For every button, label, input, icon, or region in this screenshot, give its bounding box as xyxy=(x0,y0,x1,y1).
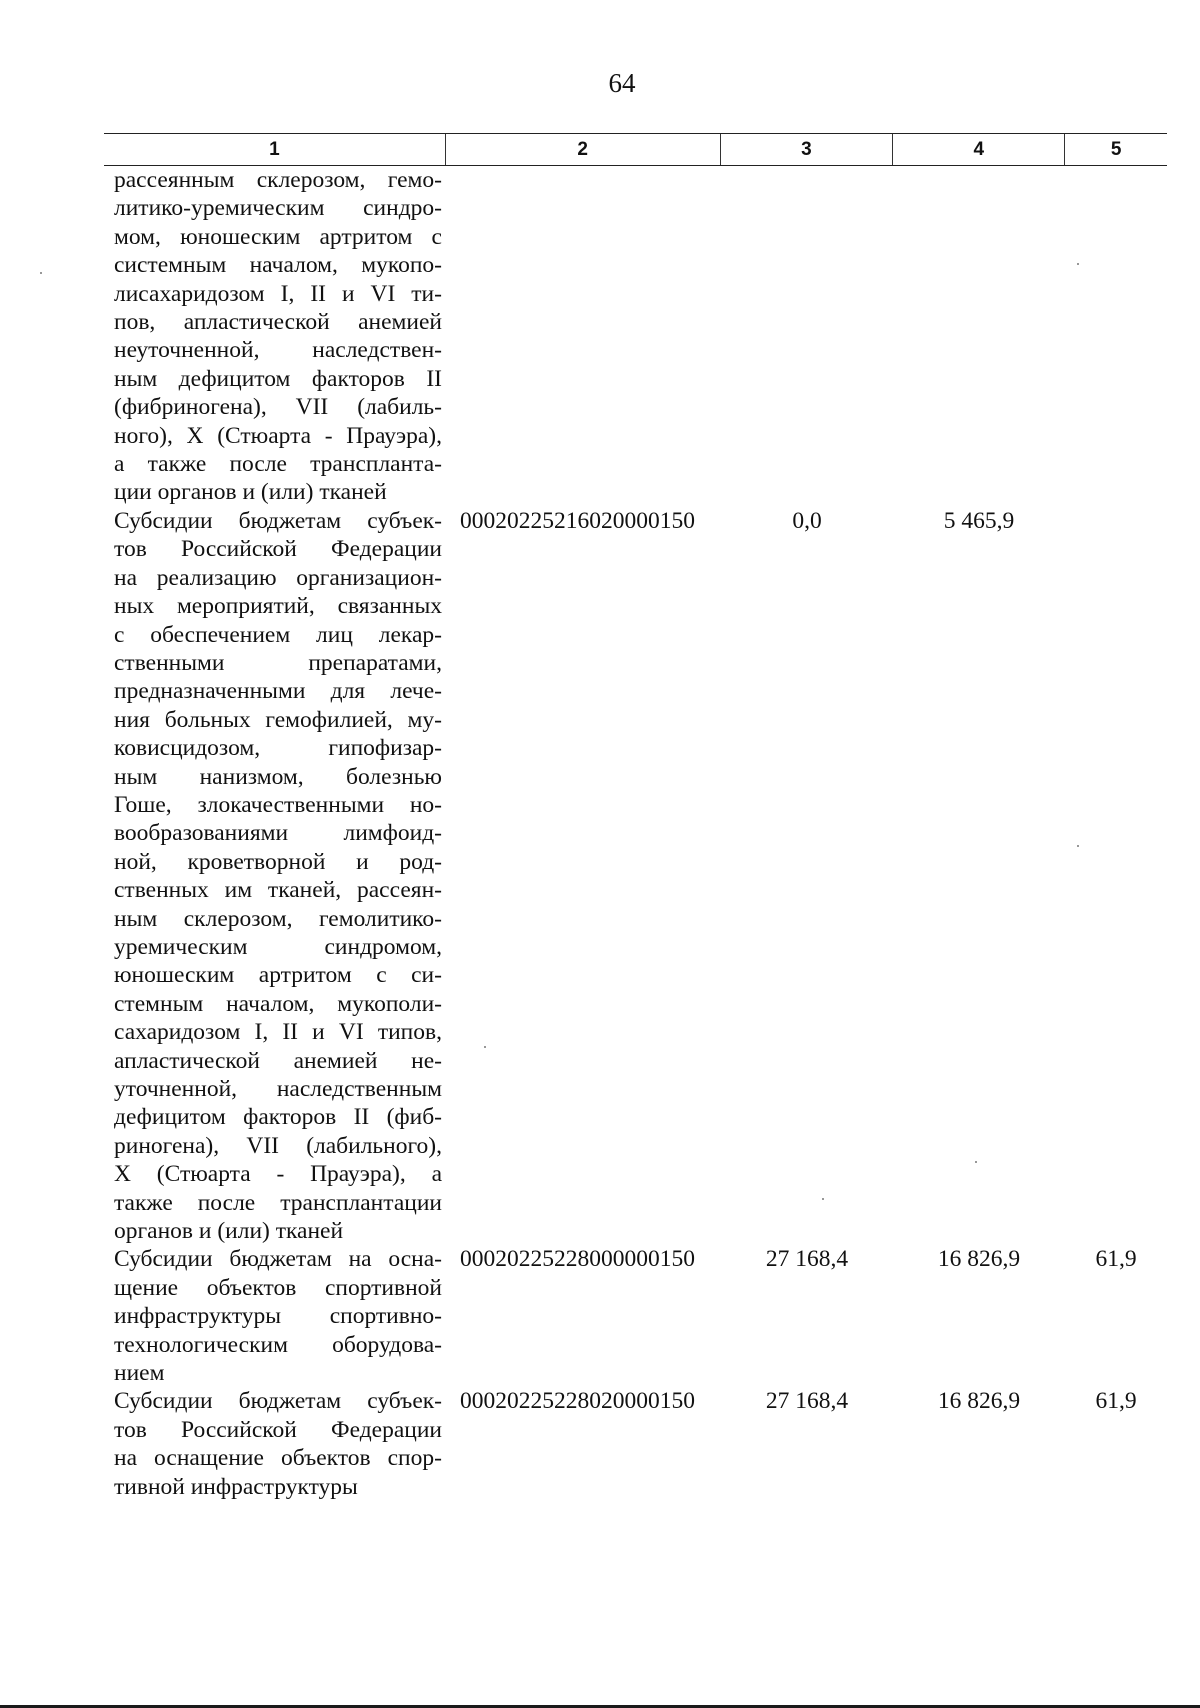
word: не- xyxy=(411,1047,442,1074)
word: также xyxy=(147,451,207,478)
word: объектов xyxy=(280,1445,371,1472)
description-line: органов и (или) тканей xyxy=(114,1218,344,1245)
word: оборудова- xyxy=(332,1331,442,1358)
row-description xyxy=(104,166,446,507)
word: Прауэра), xyxy=(346,422,442,449)
word: для xyxy=(330,678,366,705)
word: организацион- xyxy=(296,564,442,591)
word: мероприятий, xyxy=(176,593,315,620)
description-line xyxy=(114,677,442,705)
description-line xyxy=(114,961,442,989)
description-line xyxy=(114,450,442,478)
word: синдро- xyxy=(363,195,442,222)
word: трансплантации xyxy=(280,1189,442,1216)
budget-code: 00020225228020000150 xyxy=(460,1388,695,1415)
description-line xyxy=(114,1331,442,1359)
description-line xyxy=(114,1189,442,1217)
word: предназначенными xyxy=(114,678,306,705)
description-line xyxy=(114,1132,442,1160)
description-line xyxy=(114,308,442,336)
table-row xyxy=(104,1387,1167,1501)
word: больных xyxy=(164,706,251,733)
description-line xyxy=(114,1387,442,1415)
word: объектов xyxy=(206,1274,297,1301)
word: после xyxy=(197,1189,256,1216)
word: Федерации xyxy=(331,1416,442,1443)
description-line xyxy=(114,507,442,535)
word: бюджетам xyxy=(238,1388,342,1415)
word: бюджетам xyxy=(229,1246,332,1273)
word: X xyxy=(114,1161,131,1188)
word: наследствен- xyxy=(312,337,442,364)
description-line xyxy=(114,933,442,961)
description-line xyxy=(114,1444,442,1472)
word: после xyxy=(229,451,287,478)
scan-speck xyxy=(484,1046,486,1048)
word: (лабильного), xyxy=(306,1132,442,1159)
word: тов xyxy=(114,1416,147,1443)
scan-speck xyxy=(1077,845,1079,847)
word: Российской xyxy=(181,1416,297,1443)
description-line xyxy=(114,365,442,393)
word: Прауэра), xyxy=(310,1161,406,1188)
word: гемолитико- xyxy=(318,905,442,932)
word: синдромом, xyxy=(324,933,442,960)
word: рассеянным xyxy=(114,167,235,193)
scan-speck xyxy=(975,1161,977,1163)
word: и xyxy=(341,280,355,307)
word: ковисцидозом, xyxy=(114,735,261,762)
word: уремическим xyxy=(114,933,248,960)
word: Субсидии xyxy=(114,1388,213,1415)
word: лекар- xyxy=(378,621,442,648)
description-line xyxy=(114,1047,442,1075)
row-description xyxy=(104,1387,446,1501)
description-line: нием xyxy=(114,1360,165,1387)
word: ным xyxy=(114,905,158,932)
word: (лабиль- xyxy=(357,394,442,421)
value-col-3: 27 168,4 xyxy=(765,1388,849,1415)
word: тканей, xyxy=(267,877,342,904)
description-line xyxy=(114,734,442,762)
word: Российской xyxy=(181,536,297,563)
description-line xyxy=(114,1274,442,1302)
word: ным xyxy=(114,365,158,392)
word: на xyxy=(348,1246,372,1273)
description-line xyxy=(114,1416,442,1444)
word: бюджетам xyxy=(238,507,342,534)
word: ных xyxy=(114,593,155,620)
description-line xyxy=(114,819,442,847)
word: мукополи- xyxy=(337,990,442,1017)
word: гипофизар- xyxy=(328,735,442,762)
value-col-5: 61,9 xyxy=(1095,1388,1137,1415)
word: неуточненной, xyxy=(114,337,260,364)
value-col-3: 0,0 xyxy=(792,507,822,534)
word: препаратами, xyxy=(308,649,442,676)
description-line xyxy=(114,706,442,734)
word: а xyxy=(431,1161,442,1188)
column-header-2: 2 xyxy=(445,134,720,165)
word: гемофилией, xyxy=(265,706,393,733)
word: юношеским xyxy=(114,962,235,989)
scan-speck xyxy=(822,1198,824,1200)
description-line: ции органов и (или) тканей xyxy=(114,479,387,506)
word: обеспечением xyxy=(150,621,291,648)
word: но- xyxy=(409,791,442,818)
column-header-3: 3 xyxy=(720,134,892,165)
word: а xyxy=(114,451,125,478)
description-line xyxy=(114,649,442,677)
word: уточненной, xyxy=(114,1076,238,1102)
column-header-4: 4 xyxy=(892,134,1064,165)
word: (Стюарта xyxy=(217,422,312,449)
word: VI xyxy=(338,1019,364,1046)
table-row xyxy=(104,507,1167,1246)
word: нанизмом, xyxy=(199,763,304,790)
word: дефицитом xyxy=(114,1104,226,1131)
table-row xyxy=(104,166,1167,507)
budget-code: 00020225228000000150 xyxy=(460,1246,695,1273)
value-col-4: 16 826,9 xyxy=(937,1246,1021,1273)
description-line xyxy=(114,1018,442,1046)
word: лече- xyxy=(390,678,442,705)
description-line xyxy=(114,535,442,563)
description-line xyxy=(114,990,442,1018)
word: спортивной xyxy=(324,1274,442,1301)
word: - xyxy=(324,422,333,449)
budget-table xyxy=(104,133,1167,1501)
description-line xyxy=(114,1302,442,1330)
word: лимфоид- xyxy=(343,820,442,847)
word: и xyxy=(312,1019,325,1046)
description-line xyxy=(114,1160,442,1188)
word: апластической xyxy=(183,309,330,336)
word: кроветворной xyxy=(187,848,326,875)
word: ния xyxy=(114,706,150,733)
word: X xyxy=(186,422,204,449)
word: литико-уремическим xyxy=(114,195,325,222)
word: транспланта- xyxy=(310,451,442,478)
description-line xyxy=(114,194,442,222)
word: - xyxy=(276,1161,285,1188)
description-line xyxy=(114,422,442,450)
word: Субсидии xyxy=(114,1246,213,1273)
word: артритом xyxy=(319,223,413,250)
description-line xyxy=(114,223,442,251)
word: сахаридозом xyxy=(114,1019,241,1046)
word: осна- xyxy=(388,1246,442,1273)
table-header-row xyxy=(104,133,1167,166)
word: ти- xyxy=(411,280,442,307)
budget-code: 00020225216020000150 xyxy=(460,507,695,534)
word: началом, xyxy=(226,990,315,1017)
word: ным xyxy=(114,763,158,790)
word: I, xyxy=(254,1019,269,1046)
page-number: 64 xyxy=(608,68,636,98)
word: злокачественными xyxy=(197,791,385,818)
word: началом, xyxy=(249,252,338,279)
description-line xyxy=(114,621,442,649)
word: склерозом, xyxy=(256,167,366,193)
word: субъек- xyxy=(367,507,442,534)
word: склерозом, xyxy=(183,905,293,932)
word: ственных xyxy=(114,877,209,904)
word: Федерации xyxy=(331,536,442,563)
description-line xyxy=(114,280,442,308)
word: мом, xyxy=(114,223,161,250)
word: с xyxy=(114,621,125,648)
word: оснащение xyxy=(154,1445,264,1472)
scan-speck xyxy=(1077,263,1079,265)
value-col-3: 27 168,4 xyxy=(765,1246,849,1273)
word: анемией xyxy=(293,1047,378,1074)
word: им xyxy=(224,877,253,904)
description-line xyxy=(114,791,442,819)
word: си- xyxy=(411,962,442,989)
word: с xyxy=(376,962,387,989)
word: дефицитом xyxy=(178,365,291,392)
word: II xyxy=(353,1104,370,1131)
word: на xyxy=(114,564,138,591)
table-body xyxy=(104,166,1167,1501)
word: II xyxy=(282,1019,299,1046)
word: с xyxy=(431,223,442,250)
word: субъек- xyxy=(367,1388,442,1415)
description-line xyxy=(114,1245,442,1273)
word: мукопо- xyxy=(361,252,442,279)
word: болезнью xyxy=(346,763,442,790)
word: факторов xyxy=(243,1104,337,1131)
word: VII xyxy=(295,394,329,421)
description-line xyxy=(114,905,442,933)
value-col-4: 5 465,9 xyxy=(943,507,1015,534)
word: рассеян- xyxy=(357,877,442,904)
description-line: тивной инфраструктуры xyxy=(114,1473,358,1500)
word: спор- xyxy=(387,1445,442,1472)
description-line xyxy=(114,564,442,592)
word: тов xyxy=(114,536,147,563)
word: артритом xyxy=(258,962,352,989)
word: VI xyxy=(370,280,396,307)
word: VII xyxy=(246,1132,279,1159)
word: на xyxy=(114,1445,138,1472)
description-line xyxy=(114,1075,442,1103)
word: лисахаридозом xyxy=(114,280,265,307)
description-line xyxy=(114,763,442,791)
word: системным xyxy=(114,252,227,279)
word: ной, xyxy=(114,848,157,875)
word: пов, xyxy=(114,309,156,336)
word: род- xyxy=(399,848,442,875)
word: реализацию xyxy=(156,564,277,591)
description-line xyxy=(114,1103,442,1131)
value-col-5: 61,9 xyxy=(1095,1246,1137,1273)
word: ственными xyxy=(114,649,225,676)
description-line xyxy=(114,166,442,194)
word: инфраструктуры xyxy=(114,1303,282,1330)
word: вообразованиями xyxy=(114,820,289,847)
word: II xyxy=(310,280,326,307)
word: юношеским xyxy=(180,223,301,250)
word: ного), xyxy=(114,422,173,449)
word: Субсидии xyxy=(114,507,213,534)
scan-speck xyxy=(40,272,42,274)
word: также xyxy=(114,1189,173,1216)
description-line xyxy=(114,592,442,620)
column-header-5: 5 xyxy=(1064,134,1167,165)
word: факторов xyxy=(311,365,405,392)
table-row xyxy=(104,1245,1167,1387)
word: и xyxy=(356,848,369,875)
row-description xyxy=(104,507,446,1246)
description-line xyxy=(114,336,442,364)
word: II xyxy=(426,365,442,392)
word: Гоше, xyxy=(114,791,172,818)
word: типов, xyxy=(377,1019,442,1046)
word: щение xyxy=(114,1274,179,1301)
word: связанных xyxy=(337,593,442,620)
word: анемией xyxy=(358,309,442,336)
description-line xyxy=(114,848,442,876)
word: (фибриногена), xyxy=(114,394,267,421)
word: (фиб- xyxy=(386,1104,442,1131)
word: I, xyxy=(280,280,295,307)
word: стемным xyxy=(114,990,204,1017)
word: гемо- xyxy=(387,167,442,193)
description-line xyxy=(114,393,442,421)
word: наследственным xyxy=(276,1076,442,1102)
column-header-1: 1 xyxy=(269,138,280,160)
description-line xyxy=(114,876,442,904)
word: технологическим xyxy=(114,1331,288,1358)
description-line xyxy=(114,251,442,279)
word: спортивно- xyxy=(329,1303,442,1330)
row-description xyxy=(104,1245,446,1387)
value-col-4: 16 826,9 xyxy=(937,1388,1021,1415)
word: риногена), xyxy=(114,1132,220,1159)
word: апластической xyxy=(114,1047,260,1074)
word: му- xyxy=(407,706,442,733)
word: лиц xyxy=(316,621,353,648)
word: (Стюарта xyxy=(156,1161,251,1188)
